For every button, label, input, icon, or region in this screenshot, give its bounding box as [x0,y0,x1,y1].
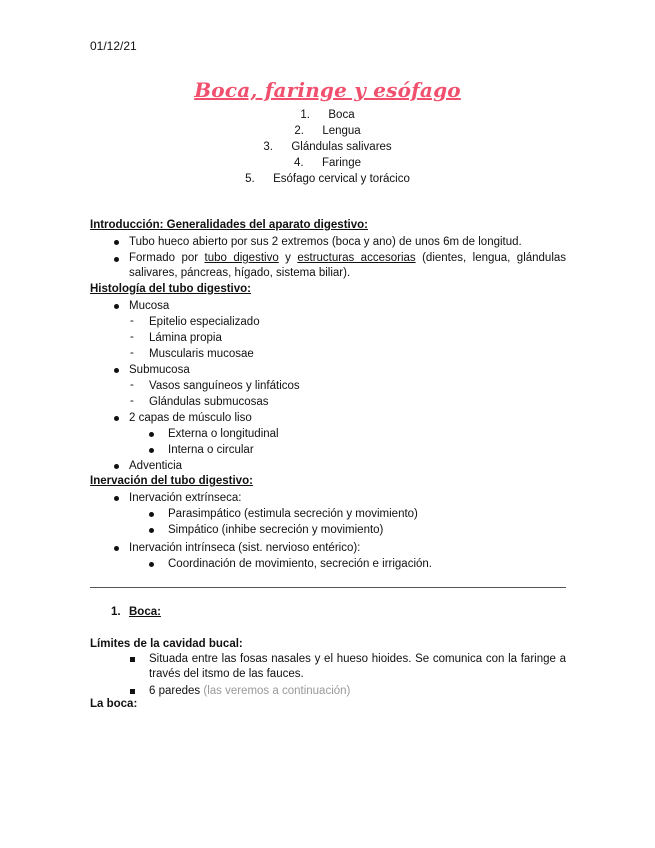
page-title: Boca, faringe y esófago [194,78,461,102]
toc-item: 4. Faringe [294,157,361,169]
toc-item: 5. Esófago cervical y torácico [245,173,410,185]
toc-item: 1. Boca [300,109,355,121]
dash-marker: - [130,379,134,391]
intro-heading: Introducción: Generalidades del aparato digestivo: [90,219,368,231]
capas-subitem: Externa o longitudinal [168,428,279,440]
section-number: 1. [111,606,121,618]
submucosa-subitem: Vasos sanguíneos y linfáticos [149,380,300,392]
date: 01/12/21 [90,39,137,53]
inervacion-heading: Inervación del tubo digestivo: [90,475,253,487]
limites-heading: Límites de la cavidad bucal: [90,638,243,650]
bullet-dot [114,464,119,469]
bullet-dot [114,496,119,501]
submucosa-item: Submucosa [129,364,190,376]
bullet-dot [114,368,119,373]
limites-item-1: Situada entre las fosas nasales y el hueso hioides. Se comunica con la faringe a través del itsmo de las fauces. [149,653,566,680]
limites-item-2: 6 paredes (las veremos a continuación) [149,685,351,697]
dash-marker: - [130,331,134,343]
mucosa-subitem: Muscularis mucosae [149,348,254,360]
mucosa-subitem: Lámina propia [149,332,222,344]
bullet-dot [114,240,119,245]
bullet-dot [114,257,119,262]
bullet-dot [149,512,154,517]
histologia-heading: Histología del tubo digestivo: [90,283,251,295]
bullet-dot [149,432,154,437]
bullet-dot [114,304,119,309]
dash-marker: - [130,395,134,407]
bullet-dot [149,448,154,453]
mucosa-subitem: Epitelio especializado [149,316,260,328]
intro-bullet-2: Formado por tubo digestivo y estructuras accesorias (dientes, lengua, glándulas salivares, páncreas, hígado, sistema biliar). [129,252,567,279]
link-tubo-digestivo: tubo digestivo [204,252,279,264]
intrinseca-item: Inervación intrínseca (sist. nervioso entérico): [129,542,361,554]
la-boca-heading: La boca: [90,698,138,710]
extrinseca-subitem: Simpático (inhibe secreción y movimiento) [168,524,384,536]
horizontal-rule [90,587,566,588]
section-title: Boca: [129,606,161,618]
capas-item: 2 capas de músculo liso [129,412,252,424]
note-gray: (las veremos a continuación) [203,685,351,697]
mucosa-item: Mucosa [129,300,170,312]
intrinseca-subitem: Coordinación de movimiento, secreción e irrigación. [168,558,432,570]
dash-marker: - [130,315,134,327]
toc-item: 3. Glándulas salivares [263,141,392,153]
bullet-dot [149,562,154,567]
adventicia-item: Adventicia [129,460,183,472]
bullet-dot [114,416,119,421]
bullet-dot [114,546,119,551]
submucosa-subitem: Glándulas submucosas [149,396,269,408]
extrinseca-item: Inervación extrínseca: [129,492,242,504]
square-bullet [130,657,135,662]
bullet-dot [149,528,154,533]
intro-bullet-1: Tubo hueco abierto por sus 2 extremos (boca y ano) de unos 6m de longitud. [129,236,522,248]
link-estructuras-accesorias: estructuras accesorias [297,252,416,264]
toc-item: 2. Lengua [294,125,361,137]
capas-subitem: Interna o circular [168,444,254,456]
dash-marker: - [130,347,134,359]
extrinseca-subitem: Parasimpático (estimula secreción y movimiento) [168,508,418,520]
square-bullet [130,689,135,694]
